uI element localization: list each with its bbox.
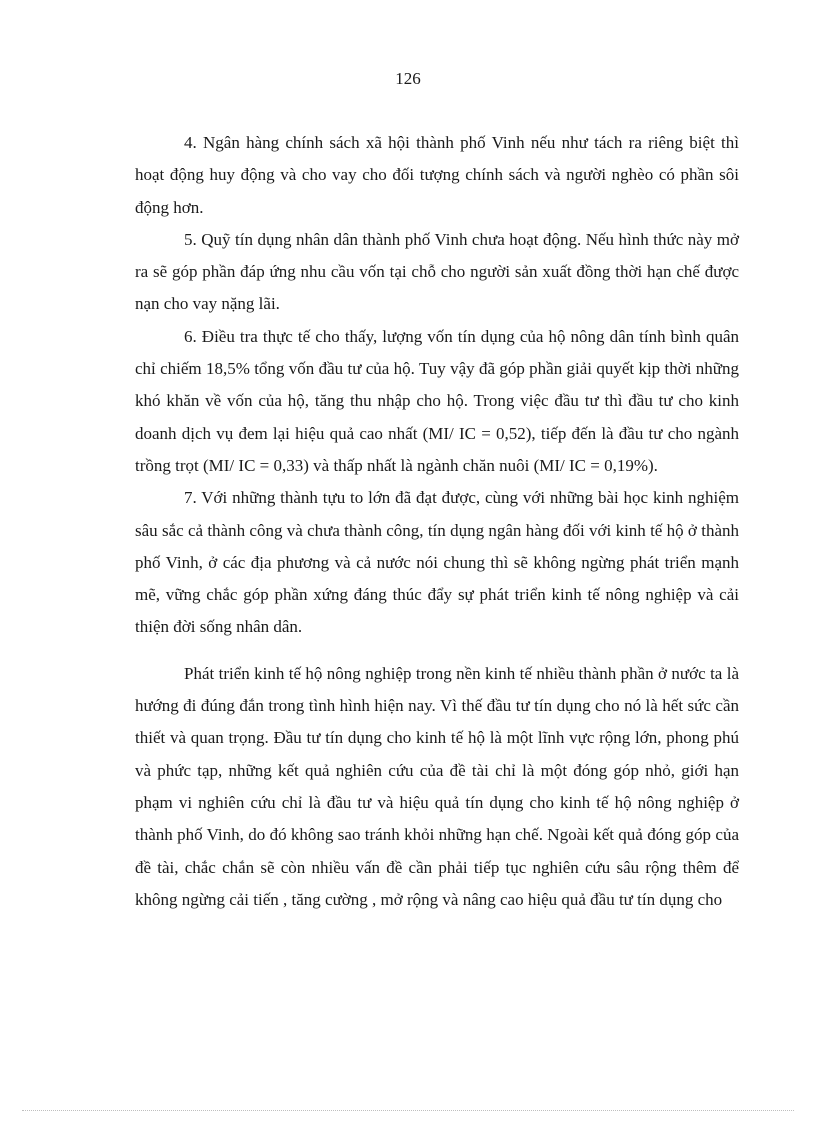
page-bottom-divider — [22, 1110, 794, 1111]
paragraph-item-7: 7. Với những thành tựu to lớn đã đạt được, cùng với những bài học kinh nghiệm sâu sắc cả thành công và chưa thành công, tín dụng ngân hàng đối với kinh tế hộ ở thành phố Vinh, ở các địa phương và cả nước nói chung thì sẽ không ngừng phát triển mạnh mẽ, vững chắc góp phần xứng đáng thúc đẩy sự phát triển kinh tế nông nghiệp và cải thiện đời sống nhân dân. — [135, 488, 739, 637]
paragraph-item-6: 6. Điều tra thực tế cho thấy, lượng vốn tín dụng của hộ nông dân tính bình quân chỉ chiếm 18,5% tổng vốn đầu tư của hộ. Tuy vậy đã góp phần giải quyết kịp thời những khó khăn về vốn của hộ, tăng thu nhập cho hộ. Trong việc đầu tư thì đầu tư cho kinh doanh dịch vụ đem lại hiệu quả cao nhất (MI/ IC = 0,52), tiếp đến là đầu tư cho ngành trồng trọt (MI/ IC = 0,33) và thấp nhất là ngành chăn nuôi (MI/ IC = 0,19%). — [135, 326, 739, 475]
conclusion-paragraph: Phát triển kinh tế hộ nông nghiệp trong nền kinh tế nhiều thành phần ở nước ta là hướng đi đúng đắn trong tình hình hiện nay. Vì thế đầu tư tín dụng cho nó là hết sức cần thiết và quan trọng. Đầu tư tín dụng cho kinh tế hộ là một lĩnh vực rộng lớn, phong phú và phức tạp, những kết quả nghiên cứu của đề tài chỉ là một đóng góp nhỏ, giới hạn phạm vi nghiên cứu chỉ là đầu tư và hiệu quả tín dụng cho kinh tế hộ nông nghiệp ở thành phố Vinh, do đó không sao tránh khỏi những hạn chế. Ngoài kết quả đóng góp của đề tài, chắc chắn sẽ còn nhiều vấn đề cần phải tiếp tục nghiên cứu sâu rộng thêm để không ngừng cải tiến , tăng cường , mở rộng và nâng cao hiệu quả đầu tư tín dụng cho — [135, 663, 739, 909]
document-body — [135, 127, 739, 916]
page-number: 126 — [395, 69, 421, 88]
paragraph-item-4: 4. Ngân hàng chính sách xã hội thành phố Vinh nếu như tách ra riêng biệt thì hoạt động huy động và cho vay cho đối tượng chính sách và người nghèo có phần sôi động hơn. — [135, 133, 739, 217]
paragraph-item-5: 5. Quỹ tín dụng nhân dân thành phố Vinh chưa hoạt động. Nếu hình thức này mở ra sẽ góp phần đáp ứng nhu cầu vốn tại chỗ cho người sản xuất đồng thời hạn chế được nạn cho vay nặng lãi. — [135, 229, 739, 314]
